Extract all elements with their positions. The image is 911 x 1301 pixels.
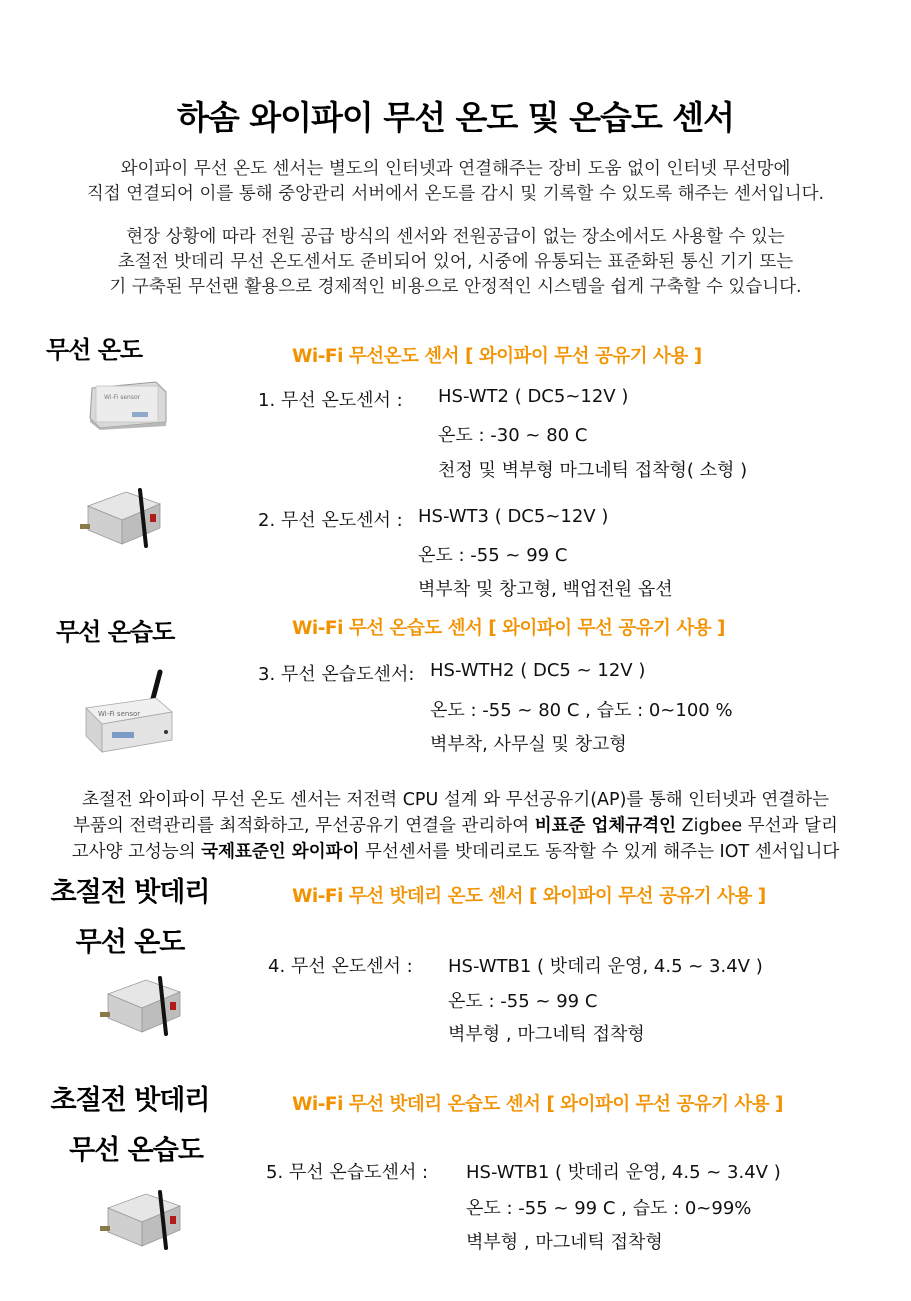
item3-name: 3. 무선 온습도센서: bbox=[258, 664, 415, 685]
item1-temp: 온도 : -30 ~ 80 C bbox=[438, 425, 588, 446]
item3-model: HS-WTH2 ( DC5 ~ 12V ) bbox=[430, 660, 646, 681]
item2-model: HS-WT3 ( DC5~12V ) bbox=[418, 506, 609, 527]
battery-humidity-sensor-image bbox=[98, 1186, 198, 1256]
description-emphasis: 국제표준인 와이파이 bbox=[201, 842, 360, 862]
description-line: 초절전 와이파이 무선 온도 센서는 저전력 CPU 설계 와 무선공유기(AP)를 통해 인터넷과 연결하는 bbox=[81, 790, 830, 810]
section-heading-battery: 초절전 밧데리 bbox=[50, 877, 210, 908]
item4-mount: 벽부형 , 마그네틱 접착형 bbox=[448, 1024, 645, 1045]
intro-paragraph-2 bbox=[0, 225, 911, 300]
intro-paragraph bbox=[0, 157, 911, 207]
description-text: Zigbee 무선과 달리 bbox=[676, 816, 838, 836]
description-emphasis: 비표준 업체규격인 bbox=[534, 816, 677, 836]
intro-line: 직접 연결되어 이를 통해 중앙관리 서버에서 온도를 감시 및 기록할 수 있도록 해주는 센서입니다. bbox=[86, 184, 825, 204]
description-text: 고사양 고성능의 bbox=[71, 842, 202, 862]
intro-line: 현장 상황에 따라 전원 공급 방식의 센서와 전원공급이 없는 장소에서도 사용할 수 있는 bbox=[126, 227, 785, 247]
item2-temp: 온도 : -55 ~ 99 C bbox=[418, 545, 568, 566]
item1-mount: 천정 및 벽부형 마그네틱 접착형( 소형 ) bbox=[438, 460, 748, 481]
item4-name: 4. 무선 온도센서 : bbox=[268, 956, 413, 977]
section-subtitle: Wi-Fi 무선온도 센서 [ 와이파이 무선 공유기 사용 ] bbox=[292, 346, 702, 367]
section-heading-wireless-temp: 무선 온도 bbox=[75, 927, 185, 958]
item5-mount: 벽부형 , 마그네틱 접착형 bbox=[466, 1232, 663, 1253]
description-text: 부품의 전력관리를 최적화하고, 무선공유기 연결을 관리하여 bbox=[73, 816, 535, 836]
section-heading-wireless-temp-humidity: 무선 온습도 bbox=[56, 618, 175, 646]
page-title: 하솜 와이파이 무선 온도 및 온습도 센서 bbox=[177, 98, 734, 137]
intro-line: 와이파이 무선 온도 센서는 별도의 인터넷과 연결해주는 장비 도움 없이 인터넷 무선망에 bbox=[120, 159, 791, 179]
section-heading-wireless-temp: 무선 온도 bbox=[46, 336, 143, 364]
item5-temp: 온도 : -55 ~ 99 C , 습도 : 0~99% bbox=[466, 1198, 752, 1219]
box-sensor-antenna-image bbox=[78, 484, 178, 554]
section-subtitle: Wi-Fi 무선 밧데리 온습도 센서 [ 와이파이 무선 공유기 사용 ] bbox=[292, 1094, 784, 1115]
battery-sensor-description bbox=[0, 787, 911, 865]
intro-line: 초절전 밧데리 무선 온도센서도 준비되어 있어, 시중에 유통되는 표준화된 통신 기기 또는 bbox=[117, 252, 794, 272]
section-subtitle: Wi-Fi 무선 온습도 센서 [ 와이파이 무선 공유기 사용 ] bbox=[292, 618, 725, 639]
flat-sensor-image bbox=[86, 378, 170, 430]
item4-model: HS-WTB1 ( 밧데리 운영, 4.5 ~ 3.4V ) bbox=[448, 956, 763, 977]
item3-mount: 벽부착, 사무실 및 창고형 bbox=[430, 734, 627, 755]
description-line bbox=[0, 813, 911, 839]
humidity-sensor-image bbox=[80, 668, 182, 760]
intro-line: 기 구축된 무선랜 활용으로 경제적인 비용으로 안정적인 시스템을 쉽게 구축할 수 있습니다. bbox=[109, 277, 802, 297]
item2-name: 2. 무선 온도센서 : bbox=[258, 510, 403, 531]
box-sensor-label: Wi-Fi sensor bbox=[98, 710, 141, 718]
section-heading-battery: 초절전 밧데리 bbox=[50, 1085, 210, 1116]
item2-mount: 벽부착 및 창고형, 백업전원 옵션 bbox=[418, 579, 673, 600]
description-line bbox=[0, 839, 911, 865]
item3-temp: 온도 : -55 ~ 80 C , 습도 : 0~100 % bbox=[430, 700, 733, 721]
flat-sensor-label: Wi-Fi sensor bbox=[104, 394, 141, 401]
item1-model: HS-WT2 ( DC5~12V ) bbox=[438, 386, 629, 407]
section-subtitle: Wi-Fi 무선 밧데리 온도 센서 [ 와이파이 무선 공유기 사용 ] bbox=[292, 886, 766, 907]
description-text: 무선센서를 밧데리로도 동작할 수 있게 해주는 IOT 센서입니다 bbox=[359, 842, 840, 862]
item5-model: HS-WTB1 ( 밧데리 운영, 4.5 ~ 3.4V ) bbox=[466, 1162, 781, 1183]
item1-name: 1. 무선 온도센서 : bbox=[258, 390, 403, 411]
item4-temp: 온도 : -55 ~ 99 C bbox=[448, 991, 598, 1012]
item5-name: 5. 무선 온습도센서 : bbox=[266, 1162, 429, 1183]
battery-sensor-image bbox=[98, 972, 198, 1042]
section-heading-wireless-temp-humidity: 무선 온습도 bbox=[69, 1135, 203, 1166]
